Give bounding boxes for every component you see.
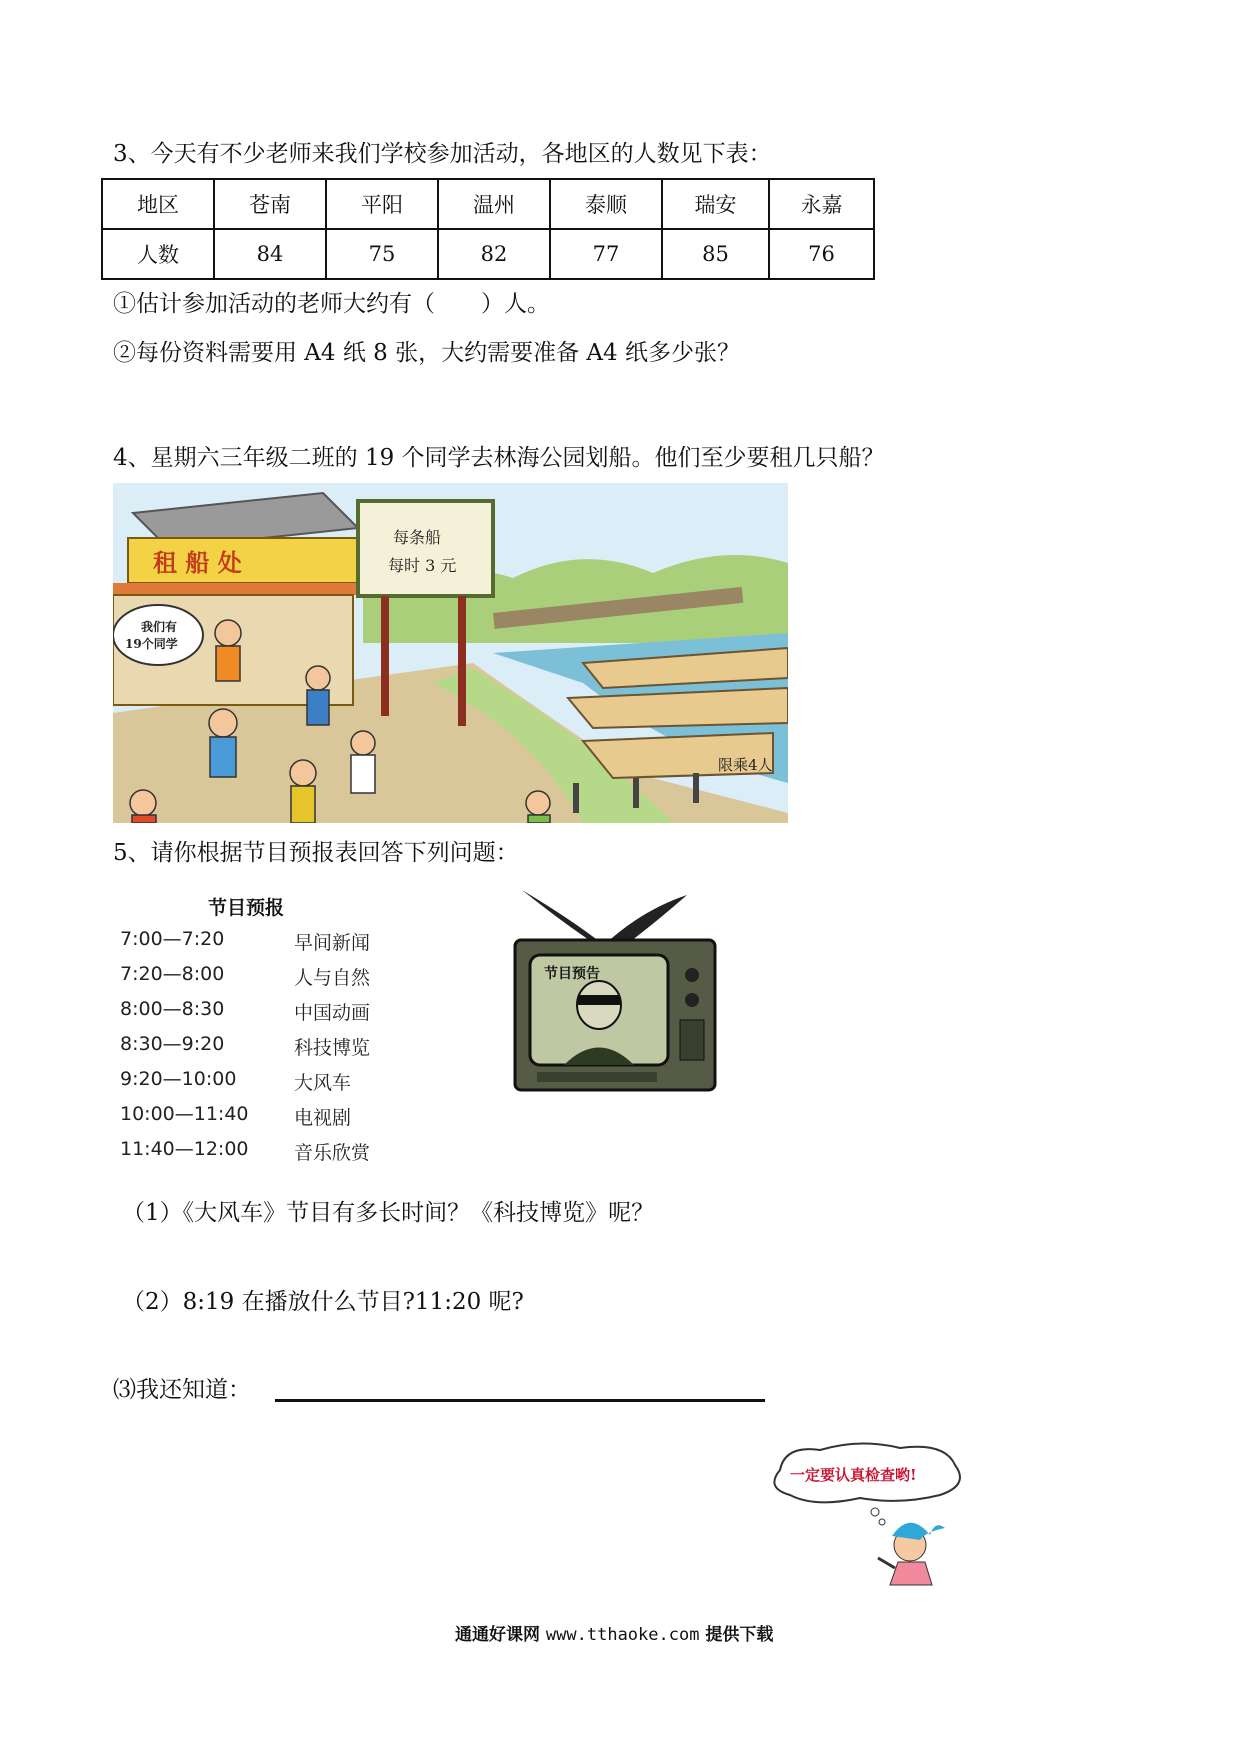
- speech-line2: 19个同学: [125, 637, 178, 651]
- reminder-mascot: [760, 1440, 975, 1590]
- price-sign-line2: 每时 3 元: [388, 556, 457, 575]
- schedule-time: 7:00—7:20: [120, 928, 225, 950]
- table-cell: 地区: [102, 179, 214, 229]
- table-cell: 75: [326, 229, 438, 279]
- q5-sub3: ⑶我还知道：: [113, 1377, 251, 1403]
- schedule-program: 音乐欣赏: [294, 1142, 371, 1164]
- boat-capacity-label: 限乘4人: [718, 756, 773, 774]
- table-cell: 温州: [438, 179, 550, 229]
- schedule-title: 节目预报: [208, 897, 285, 919]
- answer-line: [275, 1399, 765, 1402]
- schedule-program: 中国动画: [294, 1002, 371, 1024]
- table-cell: 永嘉: [769, 179, 874, 229]
- table-cell: 人数: [102, 229, 214, 279]
- schedule-program: 人与自然: [294, 967, 371, 989]
- footer-prefix: 通通好课网: [455, 1625, 540, 1645]
- table-cell: 76: [769, 229, 874, 279]
- table-cell: 84: [214, 229, 326, 279]
- table-cell: 82: [438, 229, 550, 279]
- schedule-program: 早间新闻: [294, 932, 371, 954]
- schedule-program: 电视剧: [294, 1107, 352, 1129]
- table-cell: 苍南: [214, 179, 326, 229]
- table-cell: 85: [662, 229, 769, 279]
- q3-title: 3、今天有不少老师来我们学校参加活动，各地区的人数见下表：: [113, 141, 772, 167]
- q3-sub1: ①估计参加活动的老师大约有（ ）人。: [113, 291, 550, 317]
- schedule-time: 8:00—8:30: [120, 998, 225, 1020]
- footer: [455, 1620, 773, 1645]
- speech-line1: 我们有: [141, 620, 178, 634]
- table-cell: 瑞安: [662, 179, 769, 229]
- tv-screen-label: 节目预告: [544, 966, 600, 982]
- footer-url[interactable]: www.tthaoke.com: [545, 1625, 700, 1645]
- schedule-time: 9:20—10:00: [120, 1068, 237, 1090]
- schedule-time: 8:30—9:20: [120, 1033, 225, 1055]
- table-cell: 泰顺: [550, 179, 662, 229]
- table-cell: 平阳: [326, 179, 438, 229]
- table-row: [102, 179, 874, 229]
- schedule-program: 大风车: [294, 1072, 352, 1094]
- q5-sub1: （1）《大风车》节目有多长时间？《科技博览》呢？: [122, 1200, 655, 1226]
- schedule-program: 科技博览: [294, 1037, 371, 1059]
- reminder-text: 一定要认真检查哟!: [790, 1466, 917, 1484]
- table-cell: 77: [550, 229, 662, 279]
- price-sign-line1: 每条船: [393, 528, 442, 547]
- boat-rental-illustration: [113, 483, 788, 823]
- q5-sub2: （2）8:19 在播放什么节目?11:20 呢?: [122, 1289, 524, 1315]
- table-row: [102, 229, 874, 279]
- shop-sign: 租 船 处: [153, 548, 242, 577]
- q5-title: 5、请你根据节目预报表回答下列问题：: [113, 840, 519, 866]
- schedule-time: 7:20—8:00: [120, 963, 225, 985]
- schedule-time: 10:00—11:40: [120, 1103, 249, 1125]
- schedule-time: 11:40—12:00: [120, 1138, 249, 1160]
- footer-suffix: 提供下载: [705, 1625, 774, 1645]
- tv-illustration: [512, 880, 717, 1095]
- q4-title: 4、星期六三年级二班的 19 个同学去林海公园划船。他们至少要租几只船？: [113, 445, 885, 471]
- region-table: [101, 178, 875, 280]
- q3-sub2: ②每份资料需要用 A4 纸 8 张，大约需要准备 A4 纸多少张？: [113, 340, 740, 366]
